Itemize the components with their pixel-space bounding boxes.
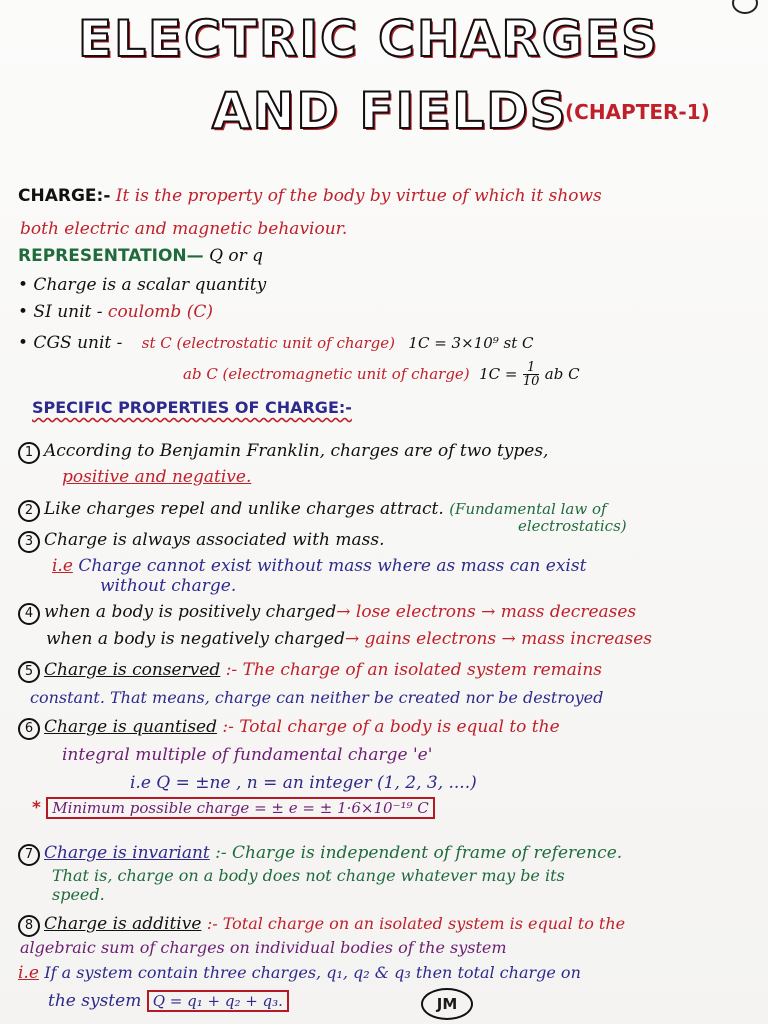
property-7-line-3: speed. <box>52 885 105 904</box>
property-5-title: Charge is conserved <box>44 660 221 680</box>
property-7-title: Charge is invariant <box>44 843 210 863</box>
property-8-rest: :- Total charge on an isolated system is equal to the <box>206 914 626 933</box>
property-6-rest: :- Total charge of a body is equal to the <box>222 717 560 737</box>
property-6 <box>18 717 560 740</box>
property-4-line-1 <box>18 602 636 625</box>
cgs-abc-eq-right: ab C <box>544 365 580 383</box>
title-line-2: AND FIELDS <box>212 82 568 140</box>
property-8-ie: i.e <box>18 963 39 983</box>
property-1-text: According to Benjamin Franklin, charges are of two types, <box>44 441 549 461</box>
property-2-note-2: electrostatics) <box>518 517 627 535</box>
property-2-text: Like charges repel and unlike charges attract. <box>44 499 444 519</box>
bullet-scalar: • Charge is a scalar quantity <box>18 275 267 295</box>
property-8-line-4 <box>48 991 289 1011</box>
property-3-text: Charge is always associated with mass. <box>44 530 385 550</box>
fraction-denominator: 10 <box>522 374 540 389</box>
cgs-label: • CGS unit - <box>18 333 123 353</box>
property-6-formula: i.e Q = ±ne , n = an integer (1, 2, 3, ....) <box>130 773 477 793</box>
property-5 <box>18 660 602 683</box>
si-value: coulomb (C) <box>107 302 213 322</box>
property-2-note-1: (Fundamental law of <box>449 500 607 518</box>
property-3 <box>18 530 385 553</box>
property-4-negative: when a body is negatively charged <box>46 629 345 649</box>
representation-line <box>18 246 263 266</box>
representation-value: Q or q <box>209 246 264 266</box>
cgs-abc-line <box>183 361 580 388</box>
property-5-rest: :- The charge of an isolated system remains <box>225 660 602 680</box>
number-circle-4: 4 <box>18 603 40 625</box>
property-4-positive: when a body is positively charged <box>44 602 337 622</box>
charge-def-text-1: It is the property of the body by virtue of which it shows <box>115 186 602 206</box>
property-3-ie: i.e <box>52 556 73 576</box>
title-line-1: ELECTRIC CHARGES <box>78 10 660 68</box>
property-7 <box>18 843 622 866</box>
property-6-title: Charge is quantised <box>44 717 217 737</box>
property-7-line-2: That is, charge on a body does not change whatever may be its <box>52 866 565 885</box>
property-8-line-3-text: If a system contain three charges, q₁, q₂ & q₃ then total charge on <box>44 963 581 982</box>
property-8-system-label: the system <box>48 991 142 1011</box>
property-3-line-1: Charge cannot exist without mass where as mass can exist <box>78 556 587 576</box>
fraction-numerator: 1 <box>523 361 540 375</box>
cgs-abc-text: ab C (electromagnetic unit of charge) <box>183 365 470 383</box>
cgs-abc-eq-left: 1C = <box>479 365 518 383</box>
property-3-ie-line <box>52 556 586 576</box>
property-8-title: Charge is additive <box>44 914 202 934</box>
number-circle-8: 8 <box>18 915 40 937</box>
property-4-negative-result: → gains electrons → mass increases <box>345 629 653 649</box>
number-circle-1: 1 <box>18 442 40 464</box>
cgs-stc-equation: 1C = 3×10⁹ st C <box>408 334 534 352</box>
property-6-minimum <box>32 798 435 818</box>
property-1 <box>18 441 548 464</box>
property-8-line-3 <box>18 963 581 983</box>
chapter-label: (CHAPTER-1) <box>565 100 710 124</box>
property-5-line-2: constant. That means, charge can neither be created nor be destroyed <box>30 688 604 707</box>
representation-label: REPRESENTATION— <box>18 246 204 266</box>
signature-jm: JM <box>421 988 473 1020</box>
number-circle-3: 3 <box>18 531 40 553</box>
total-charge-formula-box: Q = q₁ + q₂ + q₃. <box>147 990 289 1012</box>
property-4-line-2 <box>46 629 652 649</box>
property-8-line-2: algebraic sum of charges on individual bodies of the system <box>20 938 507 957</box>
bullet-si-unit <box>18 302 213 322</box>
property-3-line-2: without charge. <box>100 576 237 596</box>
minimum-charge-box: Minimum possible charge = ± e = ± 1·6×10⁻¹⁹ C <box>46 797 434 819</box>
cgs-stc-text: st C (electrostatic unit of charge) <box>141 334 396 352</box>
number-circle-5: 5 <box>18 661 40 683</box>
si-label: • SI unit - <box>18 302 103 322</box>
star-mark: * <box>32 798 41 818</box>
charge-label: CHARGE:- <box>18 186 111 206</box>
number-circle-7: 7 <box>18 844 40 866</box>
specific-properties-heading: SPECIFIC PROPERTIES OF CHARGE:- <box>32 398 352 417</box>
property-8 <box>18 914 625 937</box>
property-7-rest: :- Charge is independent of frame of reference. <box>215 843 623 863</box>
charge-def-text-2: both electric and magnetic behaviour. <box>20 219 348 239</box>
page-corner-mark <box>732 0 758 14</box>
charge-definition-line-1 <box>18 186 602 206</box>
number-circle-6: 6 <box>18 718 40 740</box>
property-4-positive-result: → lose electrons → mass decreases <box>336 602 637 622</box>
fraction-one-tenth <box>523 361 540 388</box>
property-6-line-2: integral multiple of fundamental charge 'e' <box>62 745 433 765</box>
bullet-cgs-unit <box>18 333 534 353</box>
property-1-types: positive and negative. <box>62 467 252 487</box>
number-circle-2: 2 <box>18 500 40 522</box>
